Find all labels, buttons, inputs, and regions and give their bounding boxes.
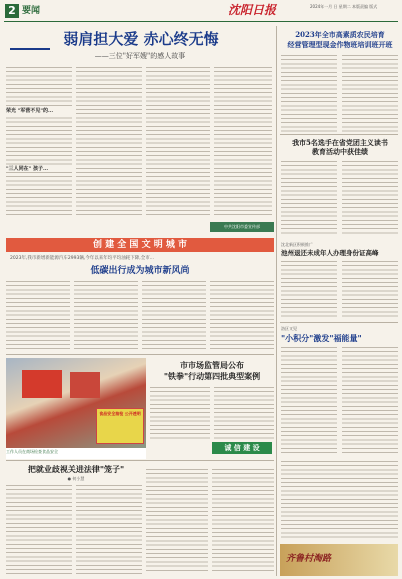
bottom-title: 把就业歧视关进法律"笼子" (27, 464, 125, 474)
civic-col1 (6, 280, 70, 350)
market-title-1: 市市场监管局公布 (180, 360, 244, 370)
market-col2 (214, 386, 274, 440)
right-divider-2 (280, 322, 398, 323)
lead-title: 弱肩担大爱 赤心终无悔 (63, 30, 219, 48)
bottom-rule (6, 460, 274, 461)
right-low-col1 (281, 260, 337, 320)
points-title: "小积分"激发"福能量" (281, 333, 362, 343)
right-mid-title-1: 我市5名选手在省党团主义读书 (292, 138, 388, 147)
civic-title: 低碳出行成为城市新风尚 (90, 266, 190, 276)
right-mid-col2 (342, 160, 398, 236)
lead-subtitle: ——三位"好军嫂"的感人故事 (94, 52, 186, 60)
photo-person-red-vest (22, 370, 62, 398)
civic-col2 (74, 280, 138, 350)
section-name: 要闻 (22, 6, 41, 16)
bottom-col4 (212, 468, 274, 574)
civic-band: 创 建 全 国 文 明 城 市 (6, 238, 274, 252)
points-col1 (281, 346, 337, 456)
market-col1 (150, 386, 210, 440)
ad-text: 齐鲁村淘路 (286, 554, 332, 564)
right-low-title: 池州退还未成年人办理身份证高峰 (281, 249, 379, 257)
photo-caption: 工作人员在商场检查食品安全 (6, 448, 146, 459)
small-banner: 中共沈阳市委宣传部 (210, 222, 274, 232)
civic-kicker: 2023年,我市新增新能源汽车2993辆,今年以来年均平均油耗下降,全市... (10, 256, 154, 261)
market-title-2: "铁拳"行动第四批典型案例 (163, 371, 261, 381)
column-divider-3 (276, 460, 277, 576)
lead-body-col3 (146, 66, 210, 216)
right-top-col2 (342, 54, 398, 132)
lead-body-col4 (214, 66, 272, 216)
points-col2 (342, 346, 398, 456)
bottom-col1 (6, 484, 72, 574)
market-poster: 食品安全抽检 公开透明 (96, 408, 144, 444)
right-top-title-2: 经营管理型现金作物班培训班开班 (287, 40, 393, 49)
right-low-kicker: 沈北新区积极推广 (281, 242, 313, 247)
lead-body-col2 (76, 66, 142, 216)
civic-col3 (142, 280, 206, 350)
lead-subhead-2: "三人同在" 孩子... (6, 166, 72, 172)
bottom-byline: ● 何小慧 (67, 476, 85, 481)
page-number: 2 (5, 4, 19, 18)
dateline: 2024年一月 日 星期二 本版责编 版式 (310, 4, 378, 9)
column-divider (276, 26, 277, 240)
bottom-col3 (146, 468, 208, 574)
integrity-tag: 诚 信 建 设 (212, 442, 272, 454)
points-kicker: 洛区又见 (281, 326, 297, 331)
photo-person-2 (70, 372, 100, 398)
right-divider-1 (280, 134, 398, 135)
bottom-col2 (76, 484, 142, 574)
column-divider-2 (276, 240, 277, 460)
masthead-rule (4, 21, 398, 22)
title-rule-left (10, 48, 50, 50)
section-rule (6, 354, 274, 355)
newspaper-logo: 沈阳日报 (228, 3, 277, 17)
right-top-title-1: 2023年全市高素质农民培育 (295, 30, 385, 39)
right-mid-title-2: 教育活动中获佳绩 (312, 147, 368, 156)
right-bottom-text (281, 460, 398, 540)
lead-subhead-1: 荣光 "军营不见"的... (6, 108, 72, 114)
right-mid-col1 (281, 160, 337, 236)
civic-col4 (210, 280, 274, 350)
lead-body-col1 (6, 66, 72, 216)
right-top-col1 (281, 54, 337, 132)
right-low-col2 (342, 260, 398, 320)
